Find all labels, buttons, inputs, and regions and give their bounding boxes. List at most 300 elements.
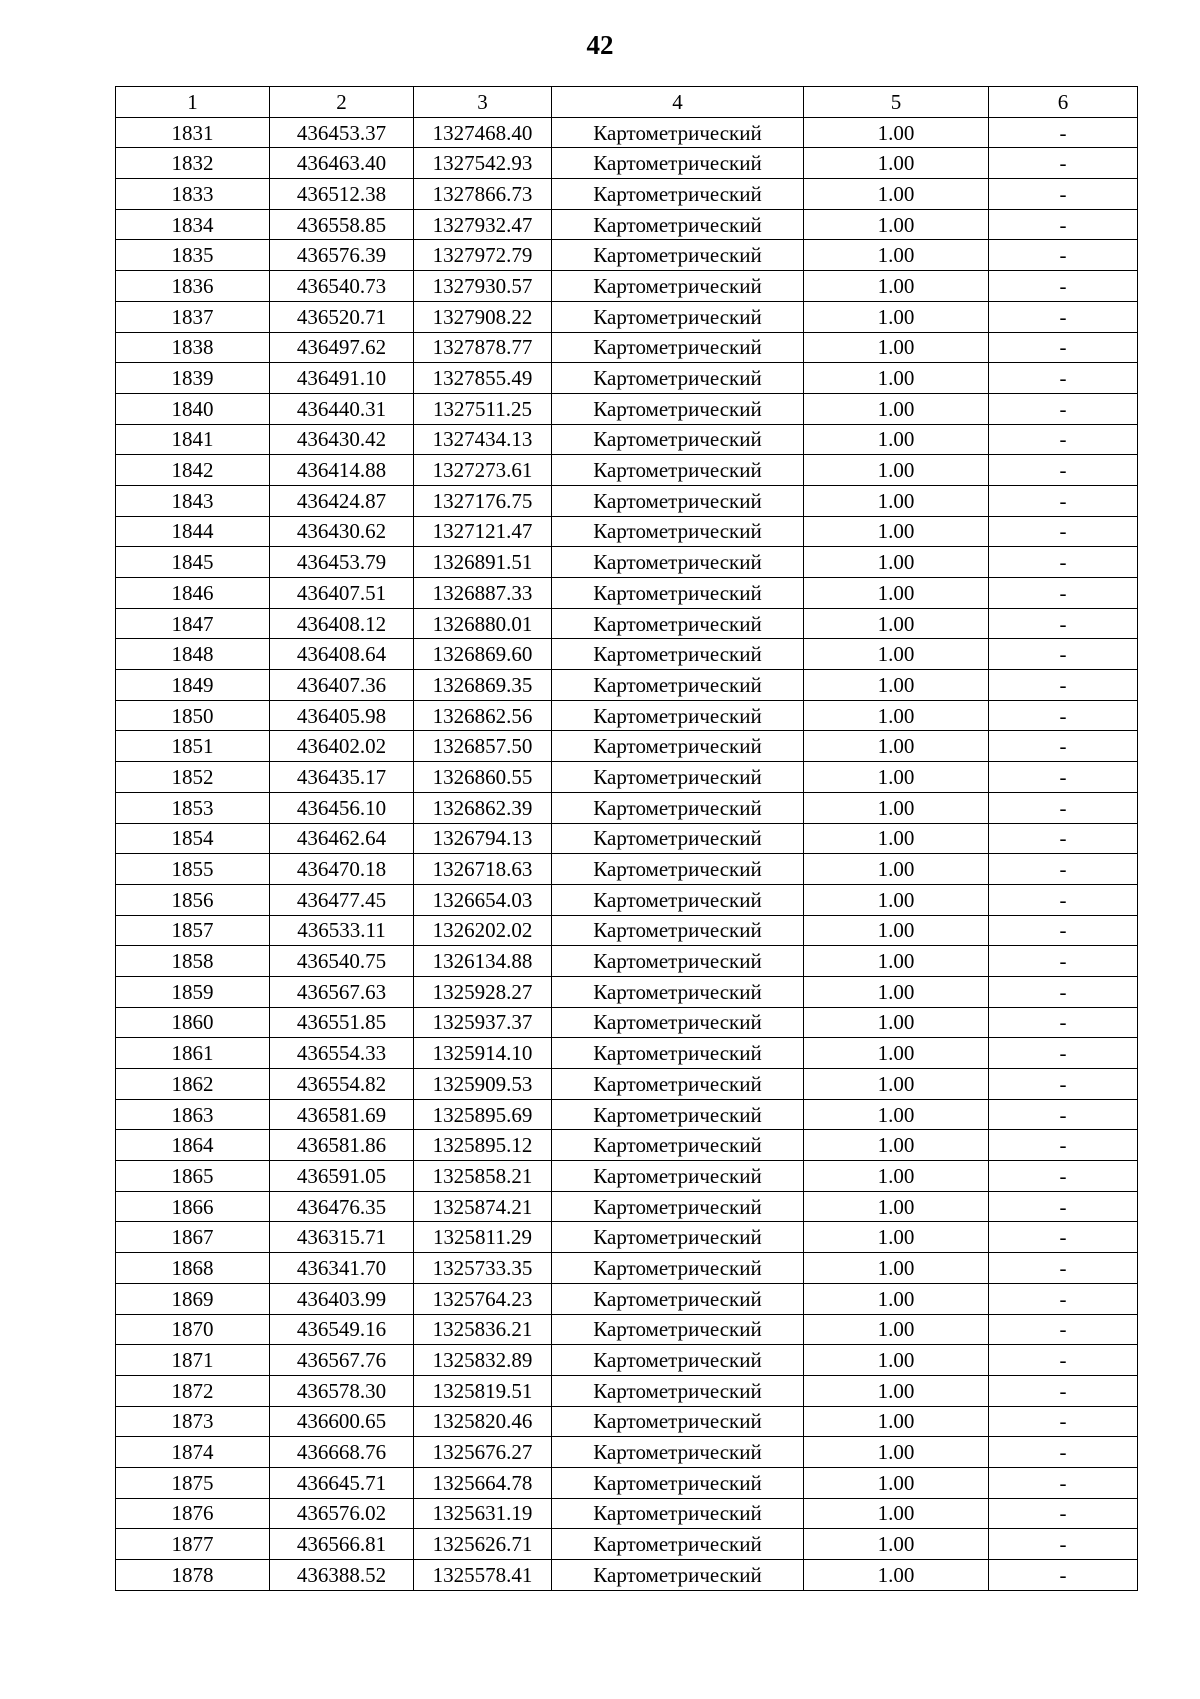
table-row [116,915,1138,946]
x-coordinate-cell: 436576.02 [270,1498,414,1529]
y-coordinate-cell: 1327972.79 [414,240,552,271]
table-row [116,1191,1138,1222]
y-coordinate-cell: 1327932.47 [414,209,552,240]
description-cell: - [989,1406,1138,1437]
method-cell: Картометрический [552,1161,804,1192]
x-coordinate-cell: 436477.45 [270,884,414,915]
y-coordinate-cell: 1325626.71 [414,1529,552,1560]
accuracy-cell: 1.00 [804,363,989,394]
x-coordinate-cell: 436440.31 [270,393,414,424]
column-header: 2 [270,87,414,118]
y-coordinate-cell: 1325811.29 [414,1222,552,1253]
point-number-cell: 1843 [116,485,270,516]
description-cell: - [989,1467,1138,1498]
method-cell: Картометрический [552,884,804,915]
accuracy-cell: 1.00 [804,976,989,1007]
x-coordinate-cell: 436402.02 [270,731,414,762]
table-row [116,823,1138,854]
table-row [116,1437,1138,1468]
x-coordinate-cell: 436408.64 [270,639,414,670]
y-coordinate-cell: 1325874.21 [414,1191,552,1222]
point-number-cell: 1840 [116,393,270,424]
y-coordinate-cell: 1326202.02 [414,915,552,946]
y-coordinate-cell: 1325832.89 [414,1345,552,1376]
column-header: 4 [552,87,804,118]
description-cell: - [989,1560,1138,1591]
accuracy-cell: 1.00 [804,639,989,670]
table-row [116,670,1138,701]
description-cell: - [989,731,1138,762]
method-cell: Картометрический [552,547,804,578]
accuracy-cell: 1.00 [804,1498,989,1529]
x-coordinate-cell: 436491.10 [270,363,414,394]
table-row [116,1375,1138,1406]
description-cell: - [989,1345,1138,1376]
accuracy-cell: 1.00 [804,792,989,823]
method-cell: Картометрический [552,578,804,609]
x-coordinate-cell: 436453.37 [270,117,414,148]
description-cell: - [989,1283,1138,1314]
x-coordinate-cell: 436435.17 [270,762,414,793]
table-row [116,976,1138,1007]
table-row [116,363,1138,394]
point-number-cell: 1859 [116,976,270,1007]
x-coordinate-cell: 436578.30 [270,1375,414,1406]
description-cell: - [989,1253,1138,1284]
method-cell: Картометрический [552,1314,804,1345]
accuracy-cell: 1.00 [804,485,989,516]
point-number-cell: 1845 [116,547,270,578]
method-cell: Картометрический [552,731,804,762]
description-cell: - [989,363,1138,394]
x-coordinate-cell: 436463.40 [270,148,414,179]
x-coordinate-cell: 436533.11 [270,915,414,946]
y-coordinate-cell: 1325836.21 [414,1314,552,1345]
accuracy-cell: 1.00 [804,393,989,424]
description-cell: - [989,1314,1138,1345]
point-number-cell: 1872 [116,1375,270,1406]
point-number-cell: 1834 [116,209,270,240]
table-row [116,393,1138,424]
x-coordinate-cell: 436407.51 [270,578,414,609]
accuracy-cell: 1.00 [804,670,989,701]
point-number-cell: 1846 [116,578,270,609]
point-number-cell: 1877 [116,1529,270,1560]
x-coordinate-cell: 436470.18 [270,854,414,885]
accuracy-cell: 1.00 [804,1283,989,1314]
method-cell: Картометрический [552,1099,804,1130]
y-coordinate-cell: 1327542.93 [414,148,552,179]
point-number-cell: 1839 [116,363,270,394]
method-cell: Картометрический [552,455,804,486]
x-coordinate-cell: 436388.52 [270,1560,414,1591]
accuracy-cell: 1.00 [804,332,989,363]
method-cell: Картометрический [552,363,804,394]
accuracy-cell: 1.00 [804,240,989,271]
y-coordinate-cell: 1326869.60 [414,639,552,670]
table-row [116,516,1138,547]
accuracy-cell: 1.00 [804,700,989,731]
description-cell: - [989,148,1138,179]
table-body [116,117,1138,1590]
y-coordinate-cell: 1325819.51 [414,1375,552,1406]
point-number-cell: 1849 [116,670,270,701]
method-cell: Картометрический [552,485,804,516]
method-cell: Картометрический [552,1498,804,1529]
column-header: 6 [989,87,1138,118]
x-coordinate-cell: 436551.85 [270,1007,414,1038]
x-coordinate-cell: 436497.62 [270,332,414,363]
x-coordinate-cell: 436668.76 [270,1437,414,1468]
y-coordinate-cell: 1327511.25 [414,393,552,424]
accuracy-cell: 1.00 [804,823,989,854]
point-number-cell: 1865 [116,1161,270,1192]
accuracy-cell: 1.00 [804,1345,989,1376]
coordinates-table-container [115,86,1138,1591]
table-row [116,1283,1138,1314]
description-cell: - [989,209,1138,240]
y-coordinate-cell: 1325914.10 [414,1038,552,1069]
table-row [116,792,1138,823]
table-row [116,731,1138,762]
description-cell: - [989,1191,1138,1222]
point-number-cell: 1831 [116,117,270,148]
table-row [116,1529,1138,1560]
y-coordinate-cell: 1327878.77 [414,332,552,363]
description-cell: - [989,516,1138,547]
accuracy-cell: 1.00 [804,884,989,915]
description-cell: - [989,854,1138,885]
method-cell: Картометрический [552,1283,804,1314]
y-coordinate-cell: 1327930.57 [414,271,552,302]
point-number-cell: 1850 [116,700,270,731]
method-cell: Картометрический [552,1467,804,1498]
table-row [116,485,1138,516]
table-row [116,700,1138,731]
description-cell: - [989,1007,1138,1038]
accuracy-cell: 1.00 [804,455,989,486]
description-cell: - [989,1375,1138,1406]
point-number-cell: 1837 [116,301,270,332]
point-number-cell: 1835 [116,240,270,271]
description-cell: - [989,639,1138,670]
page-number: 42 [586,30,614,60]
method-cell: Картометрический [552,1253,804,1284]
method-cell: Картометрический [552,117,804,148]
table-row [116,1253,1138,1284]
method-cell: Картометрический [552,1529,804,1560]
y-coordinate-cell: 1326880.01 [414,608,552,639]
x-coordinate-cell: 436600.65 [270,1406,414,1437]
x-coordinate-cell: 436476.35 [270,1191,414,1222]
accuracy-cell: 1.00 [804,608,989,639]
x-coordinate-cell: 436567.63 [270,976,414,1007]
accuracy-cell: 1.00 [804,854,989,885]
description-cell: - [989,1498,1138,1529]
x-coordinate-cell: 436414.88 [270,455,414,486]
point-number-cell: 1876 [116,1498,270,1529]
method-cell: Картометрический [552,1560,804,1591]
table-row [116,1222,1138,1253]
point-number-cell: 1867 [116,1222,270,1253]
point-number-cell: 1848 [116,639,270,670]
point-number-cell: 1833 [116,179,270,210]
description-cell: - [989,301,1138,332]
y-coordinate-cell: 1327855.49 [414,363,552,394]
accuracy-cell: 1.00 [804,1406,989,1437]
method-cell: Картометрический [552,1191,804,1222]
y-coordinate-cell: 1325733.35 [414,1253,552,1284]
description-cell: - [989,700,1138,731]
method-cell: Картометрический [552,1437,804,1468]
method-cell: Картометрический [552,823,804,854]
table-row [116,547,1138,578]
table-row [116,117,1138,148]
method-cell: Картометрический [552,762,804,793]
column-header: 3 [414,87,552,118]
table-row [116,1345,1138,1376]
table-row [116,179,1138,210]
table-row [116,424,1138,455]
accuracy-cell: 1.00 [804,301,989,332]
x-coordinate-cell: 436520.71 [270,301,414,332]
method-cell: Картометрический [552,792,804,823]
description-cell: - [989,547,1138,578]
accuracy-cell: 1.00 [804,179,989,210]
table-row [116,762,1138,793]
y-coordinate-cell: 1326862.39 [414,792,552,823]
description-cell: - [989,884,1138,915]
point-number-cell: 1852 [116,762,270,793]
method-cell: Картометрический [552,854,804,885]
table-row [116,240,1138,271]
point-number-cell: 1847 [116,608,270,639]
y-coordinate-cell: 1325578.41 [414,1560,552,1591]
table-header-row [116,87,1138,118]
point-number-cell: 1854 [116,823,270,854]
description-cell: - [989,1437,1138,1468]
table-row [116,209,1138,240]
point-number-cell: 1864 [116,1130,270,1161]
accuracy-cell: 1.00 [804,1130,989,1161]
point-number-cell: 1860 [116,1007,270,1038]
description-cell: - [989,762,1138,793]
y-coordinate-cell: 1325631.19 [414,1498,552,1529]
x-coordinate-cell: 436424.87 [270,485,414,516]
y-coordinate-cell: 1325895.12 [414,1130,552,1161]
description-cell: - [989,1529,1138,1560]
table-row [116,884,1138,915]
description-cell: - [989,823,1138,854]
y-coordinate-cell: 1325928.27 [414,976,552,1007]
accuracy-cell: 1.00 [804,117,989,148]
method-cell: Картометрический [552,271,804,302]
table-row [116,578,1138,609]
method-cell: Картометрический [552,1007,804,1038]
description-cell: - [989,946,1138,977]
y-coordinate-cell: 1327434.13 [414,424,552,455]
table-row [116,455,1138,486]
column-header: 1 [116,87,270,118]
method-cell: Картометрический [552,1375,804,1406]
table-row [116,1007,1138,1038]
x-coordinate-cell: 436512.38 [270,179,414,210]
y-coordinate-cell: 1326654.03 [414,884,552,915]
point-number-cell: 1868 [116,1253,270,1284]
point-number-cell: 1861 [116,1038,270,1069]
description-cell: - [989,608,1138,639]
description-cell: - [989,1038,1138,1069]
point-number-cell: 1866 [116,1191,270,1222]
y-coordinate-cell: 1326891.51 [414,547,552,578]
accuracy-cell: 1.00 [804,1467,989,1498]
method-cell: Картометрический [552,240,804,271]
method-cell: Картометрический [552,1222,804,1253]
method-cell: Картометрический [552,516,804,547]
x-coordinate-cell: 436315.71 [270,1222,414,1253]
accuracy-cell: 1.00 [804,424,989,455]
x-coordinate-cell: 436407.36 [270,670,414,701]
accuracy-cell: 1.00 [804,1069,989,1100]
point-number-cell: 1844 [116,516,270,547]
table-row [116,1498,1138,1529]
method-cell: Картометрический [552,608,804,639]
description-cell: - [989,1099,1138,1130]
y-coordinate-cell: 1327176.75 [414,485,552,516]
x-coordinate-cell: 436549.16 [270,1314,414,1345]
y-coordinate-cell: 1326869.35 [414,670,552,701]
point-number-cell: 1855 [116,854,270,885]
table-row [116,1038,1138,1069]
table-row [116,1406,1138,1437]
x-coordinate-cell: 436581.86 [270,1130,414,1161]
description-cell: - [989,455,1138,486]
y-coordinate-cell: 1326857.50 [414,731,552,762]
x-coordinate-cell: 436558.85 [270,209,414,240]
description-cell: - [989,915,1138,946]
column-header: 5 [804,87,989,118]
y-coordinate-cell: 1327908.22 [414,301,552,332]
table-row [116,1467,1138,1498]
accuracy-cell: 1.00 [804,271,989,302]
point-number-cell: 1871 [116,1345,270,1376]
accuracy-cell: 1.00 [804,578,989,609]
x-coordinate-cell: 436430.42 [270,424,414,455]
y-coordinate-cell: 1325858.21 [414,1161,552,1192]
x-coordinate-cell: 436576.39 [270,240,414,271]
method-cell: Картометрический [552,148,804,179]
point-number-cell: 1851 [116,731,270,762]
y-coordinate-cell: 1326718.63 [414,854,552,885]
description-cell: - [989,976,1138,1007]
table-row [116,946,1138,977]
accuracy-cell: 1.00 [804,148,989,179]
accuracy-cell: 1.00 [804,1529,989,1560]
description-cell: - [989,179,1138,210]
method-cell: Картометрический [552,1345,804,1376]
point-number-cell: 1841 [116,424,270,455]
accuracy-cell: 1.00 [804,1099,989,1130]
accuracy-cell: 1.00 [804,1437,989,1468]
accuracy-cell: 1.00 [804,1314,989,1345]
method-cell: Картометрический [552,424,804,455]
y-coordinate-cell: 1327121.47 [414,516,552,547]
point-number-cell: 1853 [116,792,270,823]
y-coordinate-cell: 1325664.78 [414,1467,552,1498]
accuracy-cell: 1.00 [804,547,989,578]
method-cell: Картометрический [552,670,804,701]
accuracy-cell: 1.00 [804,1560,989,1591]
y-coordinate-cell: 1326794.13 [414,823,552,854]
method-cell: Картометрический [552,639,804,670]
description-cell: - [989,424,1138,455]
accuracy-cell: 1.00 [804,915,989,946]
description-cell: - [989,1161,1138,1192]
description-cell: - [989,240,1138,271]
table-row [116,608,1138,639]
accuracy-cell: 1.00 [804,762,989,793]
y-coordinate-cell: 1325820.46 [414,1406,552,1437]
point-number-cell: 1862 [116,1069,270,1100]
point-number-cell: 1870 [116,1314,270,1345]
x-coordinate-cell: 436462.64 [270,823,414,854]
method-cell: Картометрический [552,700,804,731]
description-cell: - [989,117,1138,148]
y-coordinate-cell: 1327273.61 [414,455,552,486]
point-number-cell: 1875 [116,1467,270,1498]
description-cell: - [989,1069,1138,1100]
table-row [116,1161,1138,1192]
x-coordinate-cell: 436591.05 [270,1161,414,1192]
accuracy-cell: 1.00 [804,1161,989,1192]
y-coordinate-cell: 1325909.53 [414,1069,552,1100]
x-coordinate-cell: 436456.10 [270,792,414,823]
table-row [116,332,1138,363]
table-row [116,639,1138,670]
accuracy-cell: 1.00 [804,1007,989,1038]
method-cell: Картометрический [552,209,804,240]
method-cell: Картометрический [552,946,804,977]
table-row [116,1099,1138,1130]
description-cell: - [989,393,1138,424]
x-coordinate-cell: 436403.99 [270,1283,414,1314]
x-coordinate-cell: 436566.81 [270,1529,414,1560]
method-cell: Картометрический [552,393,804,424]
accuracy-cell: 1.00 [804,946,989,977]
accuracy-cell: 1.00 [804,1038,989,1069]
y-coordinate-cell: 1325895.69 [414,1099,552,1130]
table-row [116,1560,1138,1591]
point-number-cell: 1832 [116,148,270,179]
description-cell: - [989,485,1138,516]
y-coordinate-cell: 1326860.55 [414,762,552,793]
description-cell: - [989,792,1138,823]
table-row [116,1130,1138,1161]
point-number-cell: 1873 [116,1406,270,1437]
x-coordinate-cell: 436453.79 [270,547,414,578]
point-number-cell: 1869 [116,1283,270,1314]
y-coordinate-cell: 1326134.88 [414,946,552,977]
method-cell: Картометрический [552,1130,804,1161]
point-number-cell: 1874 [116,1437,270,1468]
accuracy-cell: 1.00 [804,731,989,762]
table-row [116,301,1138,332]
accuracy-cell: 1.00 [804,1253,989,1284]
description-cell: - [989,578,1138,609]
x-coordinate-cell: 436567.76 [270,1345,414,1376]
x-coordinate-cell: 436430.62 [270,516,414,547]
y-coordinate-cell: 1327468.40 [414,117,552,148]
